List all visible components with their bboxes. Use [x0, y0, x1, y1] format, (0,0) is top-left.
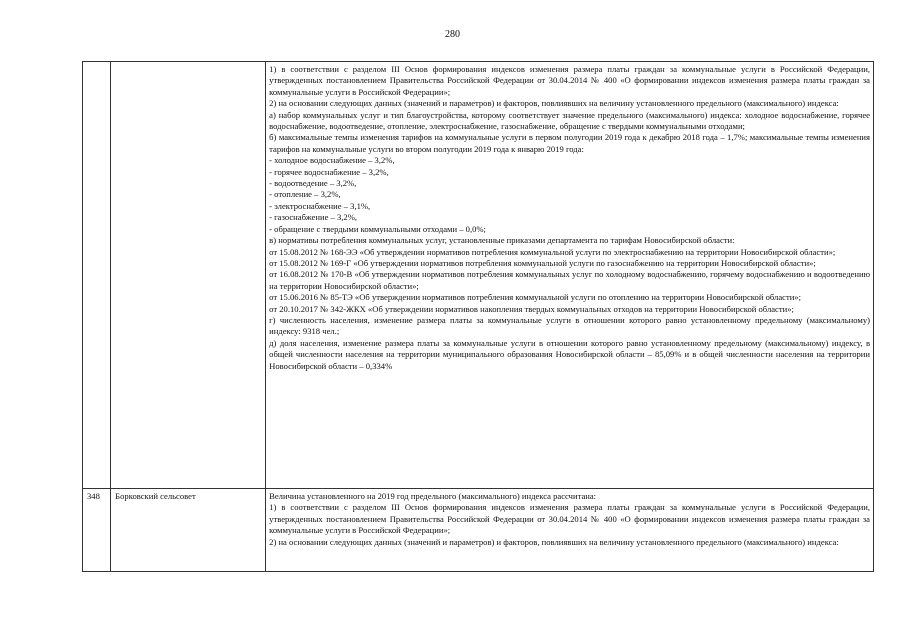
text-paragraph: Величина установленного на 2019 год предельного (максимального) индекса рассчитана: [269, 491, 597, 501]
text-paragraph: а) набор коммунальных услуг и тип благоустройства, которому соответствует значение предельного (максимального) индекса: холодное водоснабжение, горячее водоснабжение, водоотведение, отопление, электроснабжение, газоснабжение, обращение с твердыми коммунальными отходами; [269, 109, 870, 132]
list-item: - холодное водоснабжение – 3,2%, [269, 155, 395, 166]
page-number: 280 [445, 29, 460, 40]
list-item: - горячее водоснабжение – 3,2%, [269, 166, 389, 177]
text-paragraph: б) максимальные темпы изменения тарифов на коммунальные услуги в первом полугодии 2019 года к декабрю 2018 года – 1,7%; максимальные темпы изменения тарифов на коммунальные услуги во втором полугодии 2019 года к январю 2019 года: [269, 132, 870, 154]
row-number-cell: 348 [83, 489, 111, 572]
list-item: - газоснабжение – 3,2%, [269, 212, 358, 223]
list-item: - водоотведение – 3,2%, [269, 178, 357, 189]
calculation-basis-cell [266, 489, 874, 572]
text-paragraph: в) нормативы потребления коммунальных услуг, установленные приказами департамента по тарифам Новосибирской области: [269, 235, 735, 246]
calculation-basis-cell [266, 62, 874, 489]
municipality-name-cell: Борковский сельсовет [111, 489, 266, 572]
table-row [83, 489, 874, 572]
table-row [83, 62, 874, 489]
text-paragraph: г) численность населения, изменение размера платы за коммунальные услуги в отношении которого равно установленному предельному (максимальному) индексу: 9318 чел.; [269, 314, 870, 337]
text-paragraph: 2) на основании следующих данных (значений и параметров) и факторов, повлиявших на величину установленного предельного (максимального) индекса: [269, 536, 839, 547]
text-paragraph: от 20.10.2017 № 342-ЖКХ «Об утверждении нормативов накопления твердых коммунальных отходов на территории Новосибирской области»; [269, 303, 794, 314]
text-paragraph: 2) на основании следующих данных (значений и параметров) и факторов, повлиявших на величину установленного предельного (максимального) индекса: [269, 98, 839, 109]
text-paragraph: д) доля населения, изменение размера платы за коммунальные услуги в отношении которого равно установленному предельному (максимальному) индексу, в общей численности населения на территории муниципального образования Новосибирской области – 85,09% и в общей численности населения на территории Новосибирской области – 0,334% [269, 337, 870, 371]
list-item: - обращение с твердыми коммунальными отходами – 0,0%; [269, 223, 486, 234]
municipality-name-cell [111, 62, 266, 489]
list-item: - электроснабжение – 3,1%, [269, 200, 371, 211]
text-paragraph: 1) в соответствии с разделом III Основ формирования индексов изменения размера платы граждан за коммунальные услуги в Российской Федерации, утвержденных постановлением Правительства Российской Федерации от 30.04.2014 № 400 «О формировании индексов изменения размера платы граждан за коммунальные услуги в Российской Федерации»; [269, 502, 870, 536]
text-paragraph: от 15.08.2012 № 168-ЭЭ «Об утверждении нормативов потребления коммунальной услуги по электроснабжению на территории Новосибирской области»; [269, 246, 836, 257]
text-paragraph: от 15.08.2012 № 169-Г «Об утверждении нормативов потребления коммунальной услуги по газоснабжению на территории Новосибирской области»; [269, 257, 816, 268]
document-table [82, 61, 874, 572]
text-paragraph: от 16.08.2012 № 170-В «Об утверждении нормативов потребления коммунальных услуг по холодному водоснабжению, горячему водоснабжению и водоотведению на территории Новосибирской области»; [269, 269, 870, 291]
list-item: - отопление – 3,2%, [269, 189, 341, 200]
text-paragraph: 1) в соответствии с разделом III Основ формирования индексов изменения размера платы граждан за коммунальные услуги в Российской Федерации, утвержденных постановлением Правительства Российской Федерации от 30.04.2014 № 400 «О формировании индексов изменения размера платы граждан за коммунальные услуги в Российской Федерации»; [269, 64, 870, 97]
row-number-cell [83, 62, 111, 489]
text-paragraph: от 15.06.2016 № 85-ТЭ «Об утверждении нормативов потребления коммунальной услуги по отоплению на территории Новосибирской области»; [269, 292, 801, 303]
